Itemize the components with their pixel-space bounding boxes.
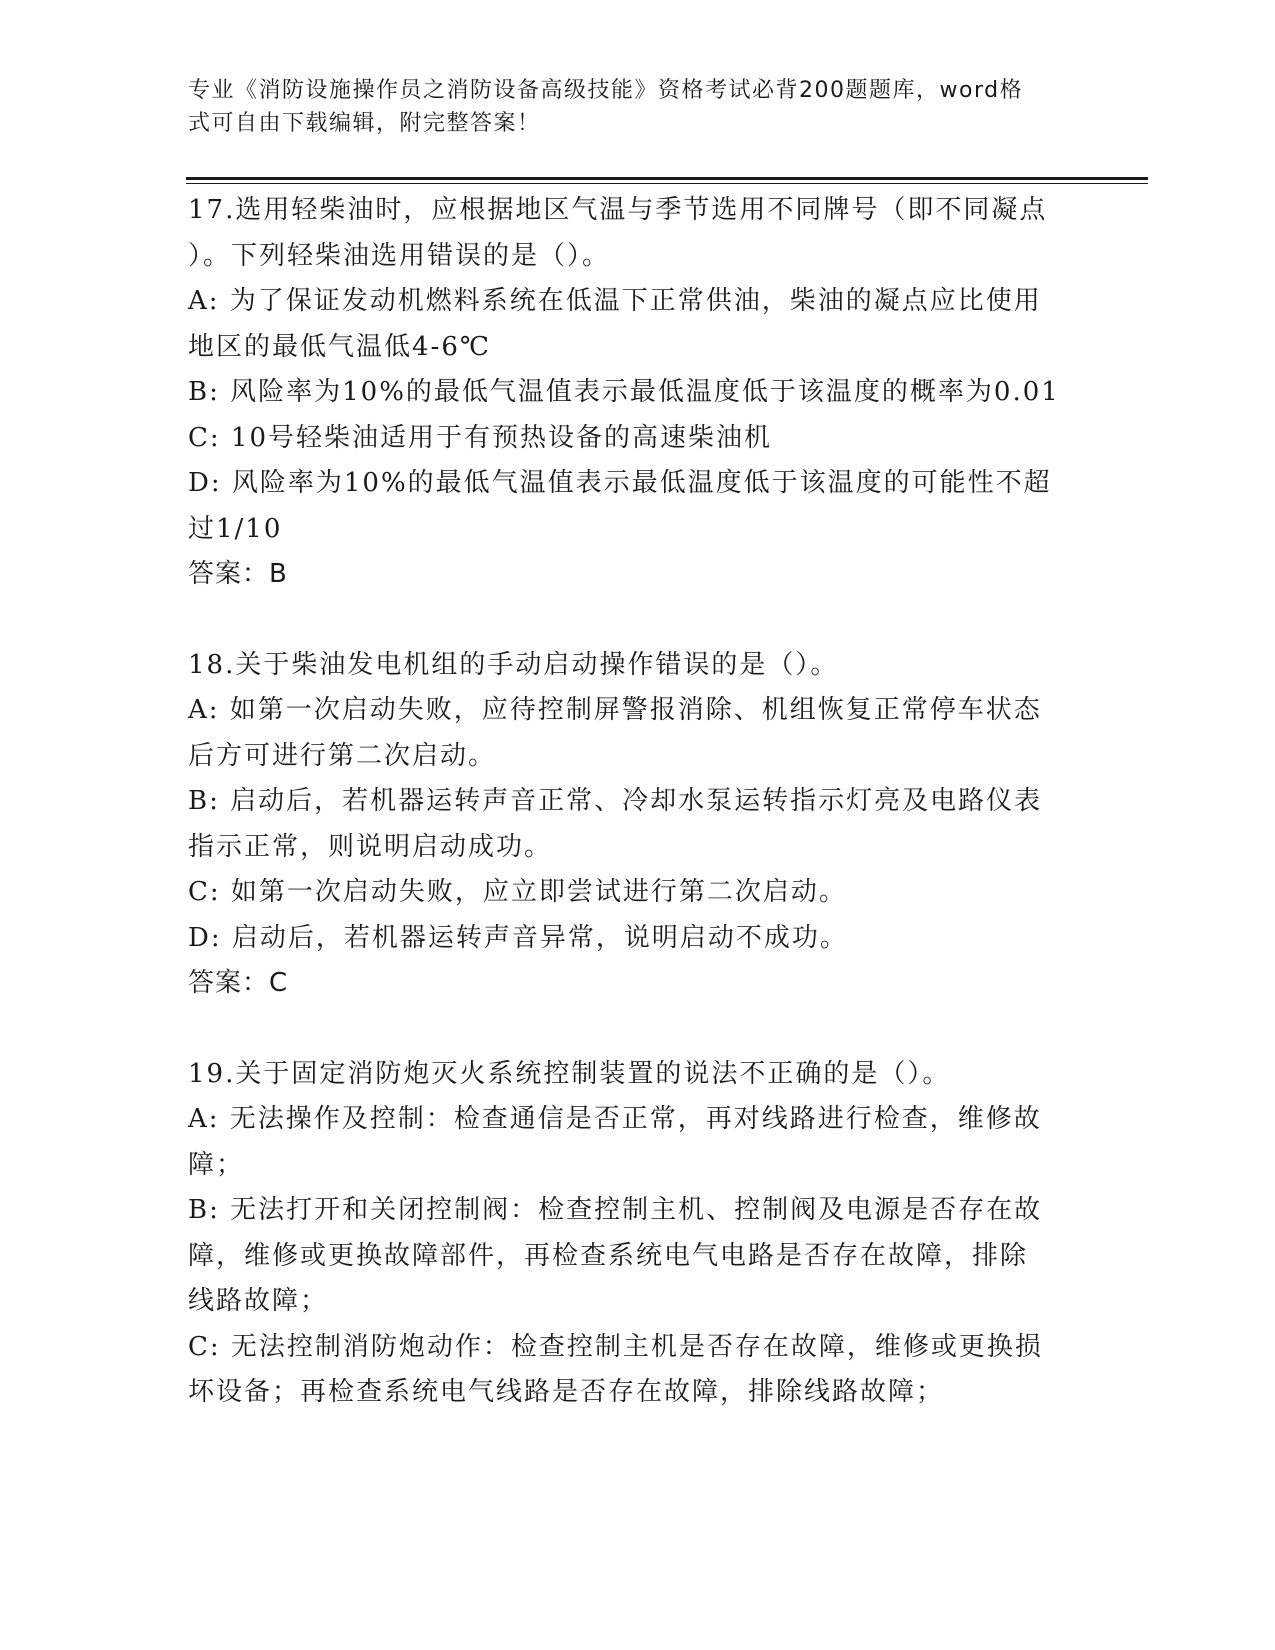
option-d: 过1/10 [188,513,283,544]
option-b: 障，维修或更换故障部件，再检查系统电气电路是否存在故障，排除 [188,1240,1029,1271]
option-a: A: 为了保证发动机燃料系统在低温下正常供油，柴油的凝点应比使用 [188,286,1042,316]
option-b: B: 风险率为10%的最低气温值表示最低温度低于该温度的概率为0.01 [188,377,1060,407]
option-a: 障； [188,1149,245,1180]
option-a: 地区的最低气温低4-6℃ [188,331,491,362]
header-divider-thick [186,177,1148,180]
option-d: D: 风险率为10%的最低气温值表示最低温度低于该温度的可能性不超 [188,468,1052,498]
option-b: B: 无法打开和关闭控制阀：检查控制主机、控制阀及电源是否存在故 [188,1195,1043,1225]
option-b: B: 启动后，若机器运转声音正常、冷却水泵运转指示灯亮及电路仪表 [188,786,1043,816]
option-a: A: 无法操作及控制：检查通信是否正常，再对线路进行检查，维修故 [188,1104,1042,1134]
option-c: C: 如第一次启动失败，应立即尝试进行第二次启动。 [188,877,847,907]
option-a: A: 如第一次启动失败，应待控制屏警报消除、机组恢复正常停车状态 [188,695,1042,725]
option-b: 线路故障； [188,1286,329,1316]
question-stem: 19.关于固定消防炮灭火系统控制装置的说法不正确的是（）。 [188,1058,951,1089]
answer: 答案：C [188,968,289,998]
option-c: C: 无法控制消防炮动作：检查控制主机是否存在故障，维修或更换损 [188,1331,1043,1362]
document-header [188,74,1068,140]
question-list [188,188,1078,1416]
answer: 答案：B [188,559,288,589]
question-stem: ）。下列轻柴油选用错误的是（）。 [188,240,611,271]
header-divider-thin [186,183,1148,184]
question-stem: 18.关于柴油发电机组的手动启动操作错误的是（）。 [188,649,839,680]
question-17 [188,188,1078,598]
question-stem: 17.选用轻柴油时，应根据地区气温与季节选用不同牌号（即不同凝点 [188,195,1048,225]
option-d: D: 启动后，若机器运转声音异常，说明启动不成功。 [188,922,848,953]
header-line: 式可自由下载编辑，附完整答案！ [188,111,541,136]
option-b: 指示正常，则说明启动成功。 [188,831,553,862]
option-c: C: 10号轻柴油适用于有预热设备的高速柴油机 [188,422,773,453]
question-18 [188,643,1078,1007]
option-a: 后方可进行第二次启动。 [188,740,497,771]
question-19 [188,1052,1078,1416]
header-line: 专业《消防设施操作员之消防设备高级技能》资格考试必背200题题库，word格 [188,78,1024,103]
option-c: 坏设备；再检查系统电气线路是否存在故障，排除线路故障； [188,1377,945,1407]
